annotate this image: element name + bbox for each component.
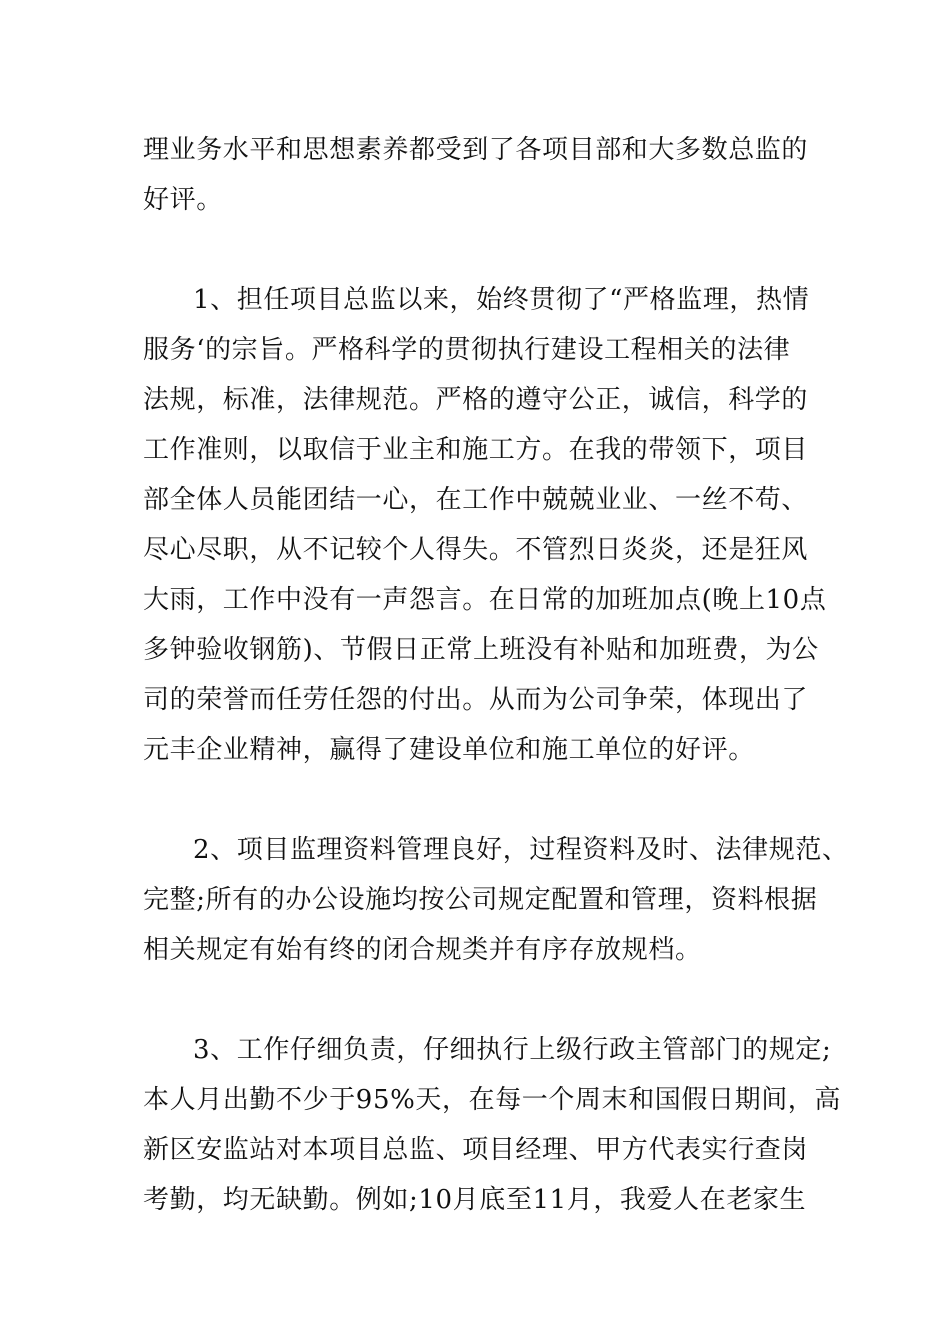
text-line: 好评。 [143, 185, 223, 215]
text-line: 新区安监站对本项目总监、项目经理、甲方代表实行查岗 [143, 1135, 809, 1165]
text-line: 多钟验收钢筋)、节假日正常上班没有补贴和加班费，为公 [143, 635, 819, 665]
text-line: 尽心尽职，从不记较个人得失。不管烈日炎炎，还是狂风 [143, 535, 809, 565]
paragraph-1-first-line: 1、担任项目总监以来，始终贯彻了“严格监理，热情 [193, 285, 810, 315]
text-line: 考勤，均无缺勤。例如;10月底至11月，我爱人在老家生 [143, 1185, 807, 1215]
text-line: 司的荣誉而任劳任怨的付出。从而为公司争荣，体现出了 [143, 685, 809, 715]
paragraph-2-first-line: 2、项目监理资料管理良好，过程资料及时、法律规范、 [193, 835, 849, 865]
text-line: 本人月出勤不少于95%天，在每一个周末和国假日期间，高 [143, 1085, 841, 1115]
text-line: 大雨，工作中没有一声怨言。在日常的加班加点(晚上10点 [143, 585, 827, 615]
text-line: 法规，标准，法律规范。严格的遵守公正，诚信，科学的 [143, 385, 809, 415]
text-line: 完整;所有的办公设施均按公司规定配置和管理，资料根据 [143, 885, 818, 915]
text-line: 相关规定有始有终的闭合规类并有序存放规档。 [143, 935, 702, 965]
text-line: 部全体人员能团结一心，在工作中兢兢业业、一丝不苟、 [143, 485, 809, 515]
text-line: 工作准则，以取信于业主和施工方。在我的带领下，项目 [143, 435, 809, 465]
text-line: 元丰企业精神，赢得了建设单位和施工单位的好评。 [143, 735, 755, 765]
text-line: 理业务水平和思想素养都受到了各项目部和大多数总监的 [143, 135, 809, 165]
paragraph-3-first-line: 3、工作仔细负责，仔细执行上级行政主管部门的规定; [193, 1035, 832, 1065]
text-line: 服务‘的宗旨。严格科学的贯彻执行建设工程相关的法律 [143, 335, 791, 365]
